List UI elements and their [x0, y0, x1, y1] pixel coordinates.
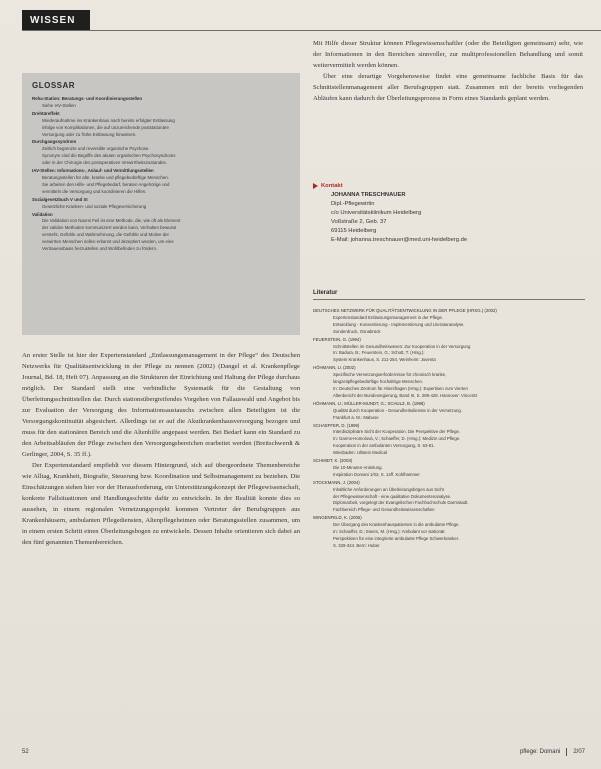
glossar-definition-line: Die Validation von Naomi Feil ist eine Methode, die, wie oft als Element — [42, 218, 181, 224]
literature-author — [313, 423, 585, 458]
footer-right — [520, 748, 585, 756]
literature-reference-line: Sonderdruck, Osnabrück — [333, 328, 381, 334]
glossar-definition-line: oder in der Chirurgie des postoperativen Verwirrtheitszustandes. — [42, 160, 167, 166]
glossar-entry — [32, 111, 290, 139]
literature-author: STOCKMANN, J. (2004) — [313, 479, 360, 485]
page-footer — [22, 745, 585, 759]
literature-author — [313, 515, 585, 550]
literature-reference-line: Qualität durch Kooperation - Gesundheitsdienste in der Vernetzung. — [333, 407, 462, 413]
glossar-definition-line: Synonym sind die Begriffe des akuten organischen Psychosyndroms — [42, 153, 176, 159]
glossar-entry — [32, 168, 290, 196]
header-rule — [22, 30, 601, 31]
literature-author — [313, 337, 585, 365]
literature-reference-line: Interdisziplinäre Sicht der Kooperation. Die Perspektive der Pflege. — [333, 429, 461, 435]
literature-reference-line: System Krankenhaus, S. 211-254. Weinheim: Juventa — [333, 357, 436, 363]
literature-reference-line: Expertenstandard Entlassungsmanagement in der Pflege. — [333, 314, 444, 320]
glossar-definition-line: infolge von Komplikationen, die auf unzureichende poststationäre — [42, 124, 169, 130]
literature-reference-line: Spezifische Vernetzungserfordernisse für chronisch kranke, — [333, 372, 447, 378]
contact-box — [313, 183, 583, 245]
literature-reference-line: Die 10-Minuten-Anleitung. — [333, 464, 383, 470]
contact-line: c/o Universitätsklinikum Heidelberg — [331, 210, 422, 216]
literature-author: WINGENFELD, K. (2005) — [313, 515, 362, 521]
glossar-entry — [32, 212, 290, 253]
contact-name: JOHANNA TRESCHNAUER — [331, 192, 406, 198]
glossar-definition-line: versteht, Gefühle und Wahrnehmung, die Gefühle und Motive der — [42, 232, 169, 238]
literature-reference-line: S. 329-344. Bern: Huber — [333, 542, 380, 548]
body-column-left — [22, 350, 300, 548]
glossar-definition-line: Beratungsstellen für alte, kranke und pflegebedürftige Menschen. — [42, 174, 169, 180]
glossar-title: GLOSSAR — [32, 81, 76, 90]
literature-author — [313, 480, 585, 515]
literature-author: HÖHMANN, U. (2002) — [313, 365, 356, 371]
glossar-entry — [32, 197, 290, 211]
glossar-definition-line: Vertrauensbasis herzustellen und Wohlbefinden zu fördern. — [42, 246, 158, 252]
glossar-term: Drehtüreffekt — [32, 110, 60, 116]
literature-reference-line: Kooperation in der ambulanten Versorgung, S. 63-81. — [333, 443, 435, 449]
contact-line: Voßstraße 2, Geb. 37 — [331, 219, 387, 225]
glossar-list — [32, 96, 290, 253]
glossar-term: Durchgangssyndrom — [32, 139, 77, 145]
glossar-definition-line: der validen Methoden kommuniziert werden kann, Verhalten bewusst — [42, 225, 177, 231]
body-paragraph: Der Expertenstandard empfiehlt vor diesem Hintergrund, sich auf übergeordnete Themenbereiche wie Alltag, Krankheit, Biografie, Steuerung bzw. Koordination und Selbstmanagement zu beziehen. Die Einschätzungen stehen hier vor der Herausforderung, ein Unterstützungskonzept der Pflegewissenschaft, konkrete Fallsituationen und Handlungsschritte dafür zu entwickeln. In der Realität konnte dies so aussehen, in einem regionalen Vernetzungsprojekt kommen Vertreter der Berufsgruppen aus Krankenhäusern, ambulanten Pflegediensten, Altenpflegeheimen oder Beratungsstellen zusammen, um in einem ersten Schritt einen Überleitungsbogen zu entwickeln. Dessen Inhalte orientieren sich dabei an den fünf genannten Themenbereichen. — [22, 462, 300, 546]
literature-reference-line: In: Schaeffer, D.; Ewers, M. (Hrsg.): Ambulant vor stationär. — [333, 529, 446, 535]
literature-reference-line: Entwicklung - Konsentierung - Implementierung und Literaturanalyse. — [333, 321, 465, 327]
journal-name: pflege: Domani — [519, 749, 561, 755]
glossar-term: Sozialgesetzbuch V und XI — [32, 196, 88, 202]
glossar-definition-line: Versorgung oder zu frühe Entlassung hinweisen. — [42, 131, 137, 137]
glossar-definition-line: verwirrten Menschen sollen erkannt und akzeptiert werden, um eine — [42, 239, 174, 245]
body-paragraph: Mit Hilfe dieser Struktur können Pflegewissenschaftler (oder die Beteiligten gemeinsam) sehr, wie der Informationen in den Bereichen sinnvoller, zur multiprofessionellen Behandlung und somit weitervermittelt werden können. — [313, 40, 583, 69]
page-number-left: 52 — [22, 749, 29, 755]
literature-reference-line: langzeitpflegebedürftige hochaltrige Menschen. — [333, 379, 424, 385]
literature-author: HÖHMANN, U.; MÜLLER-MUNDT, G.; SCHULZ, B. (1998) — [313, 400, 425, 406]
literature-section — [313, 290, 585, 551]
glossar-box — [22, 73, 300, 335]
section-label: WISSEN — [22, 10, 90, 30]
literature-reference-line: Schnittstellen im Gesundheitswesen: Zur Kooperation in der Versorgung — [333, 343, 471, 349]
literature-title: Literatur — [313, 290, 585, 300]
glossar-term: IAV-Stellen: Informations-, Anlauf- und Vermittlungsstellen — [32, 168, 154, 174]
literature-author: SCHAEFFER, D. (1999) — [313, 422, 360, 428]
literature-reference-line: Diplomarbeit, vorgelegt der Evangelischen Fachhochschule Darmstadt. — [333, 500, 469, 506]
literature-author: SCHMIDT, K. (2003) — [313, 458, 353, 464]
glossar-definition-line: vermitteln die Versorgung und koordinieren die Hilfen. — [42, 188, 147, 194]
literature-reference-line: Perspektiven für eine integrierte ambulante Pflege Schwerkranker. — [333, 536, 460, 541]
contact-line: Dipl.-Pflegewirtin — [331, 201, 375, 207]
literature-reference-line: Inhaltliche Anforderungen an Überleitungsbögen aus Sicht — [333, 486, 444, 492]
footer-divider — [566, 748, 567, 756]
glossar-term: Reha-Station: Beratungs- und Koordinierungsstellen — [32, 96, 143, 101]
glossar-entry — [32, 96, 290, 110]
contact-heading-label: Kontakt — [321, 183, 343, 189]
contact-line: 69115 Heidelberg — [331, 228, 377, 234]
glossar-definition-line: Siehe IAV-Stellen — [42, 102, 76, 108]
literature-author — [313, 365, 585, 400]
glossar-definition-line: Gesetzliche Kranken- und soziale Pflegeversicherung — [42, 203, 147, 209]
glossar-definition-line: Wiederaufnahme ins Krankenhaus nach bereits erfolgter Entlassung — [42, 117, 175, 123]
body-paragraph: An erster Stelle ist hier der Expertenstandard „Entlassungsmanagement in der Pflege“ des Deutschen Netzwerks für Qualitätsentwicklung in der Pflege zu nennen (2002) (Dangel et al. Krankenpflege Journal, Bd. 18, Heft 07). Anpassung an die Strukturen der Einrichtung und Haltung der Pflege durchaus möglich. Der Standard stellt eine verbindliche Systematik für die Gestaltung von Überleitungsschnittstellen dar. Durch stationsübergreifendes Vorgehen von Fallauswahl und Angebot bis zur Evaluation der Versorgung des Informationsaustauschs zwischen allen Beteiligten ist die Versorgungskontinuität abgesichert. Allerdings ist er auf die Akutkrankenhausversorgung bezogen und muss für den stationären Bereich und die Altenhilfe angepasst werden. Bei Bedarf kann ein Standard zu den Arbeitsabläufen der Pflege zwischen den Versorgungsbereichen erarbeitet werden (Breitschwerdt & Gerlinger, 2004, S. 35 ff.). — [22, 352, 300, 458]
literature-reference-line: Altenbericht der Bundesregierung, Band III, S. 289-428. Hannover: Vincentz — [333, 392, 478, 398]
literature-reference-line: In: Garms-Homolová, V.; Schaeffer, D. (Hrsg.): Medizin und Pflege. — [333, 436, 461, 442]
literature-reference-line: der Pflegewissenschaft - eine qualitative Dokumentenanalyse. — [333, 493, 452, 499]
glossar-entry — [32, 139, 290, 167]
body-paragraph: Über eine derartige Vorgehensweise findet eine gemeinsame fachliche Basis für das Schnittstellenmanagement aller Berufsgruppen statt. Zusammen mit der bereits vorliegenden Abläufen kann dadurch der Überleitungsprozess in Form eines Standards geplant werden. — [313, 73, 583, 102]
literature-author: DEUTSCHES NETZWERK FÜR QUALITÄTSENTWICKLUNG IN DER PFLEGE (HRSG.) (2002) — [313, 308, 497, 313]
body-column-right — [313, 38, 583, 104]
literature-reference-line: Wiesbaden: Ullstein Medical — [333, 450, 387, 456]
literature-reference-line: In: Badura, B.; Feuerstein, G.; Schott, T. (Hrsg.): — [333, 350, 425, 356]
literature-list — [313, 308, 585, 550]
issue-number: 2/07 — [573, 749, 585, 755]
glossar-definition-line: Zeitlich begrenzte und reversible organische Psychose. — [42, 146, 150, 152]
literature-reference-line: Der Übergang des Krankenhauspatienten in die ambulante Pflege. — [333, 522, 460, 528]
contact-email: E-Mail: johanna.treschnauer@med.uni-heidelberg.de — [331, 237, 468, 243]
contact-heading — [313, 183, 583, 189]
literature-author — [313, 401, 585, 422]
literature-reference-line: In: Deutsches Zentrum für Altersfragen (Hrsg.): Expertisen zum Vierten — [333, 385, 468, 391]
glossar-term: Validation — [32, 211, 53, 217]
literature-reference-line: Inspiration Domani 1/03, S. 14ff. Kohlhammer — [333, 471, 420, 477]
literature-reference-line: Frankfurt a. M.: Mabuse — [333, 414, 379, 420]
literature-author: FEUERSTEIN, G. (1994) — [313, 336, 361, 342]
glossar-definition-line: Sie arbeiten den Hilfe- und Pflegebedarf, beraten Angehörige und — [42, 181, 170, 187]
literature-author — [313, 308, 585, 336]
literature-reference-line: Fachbereich Pflege- und Gesundheitswissenschaften — [333, 507, 435, 513]
literature-author — [313, 458, 585, 479]
triangle-bullet-icon — [313, 183, 318, 189]
